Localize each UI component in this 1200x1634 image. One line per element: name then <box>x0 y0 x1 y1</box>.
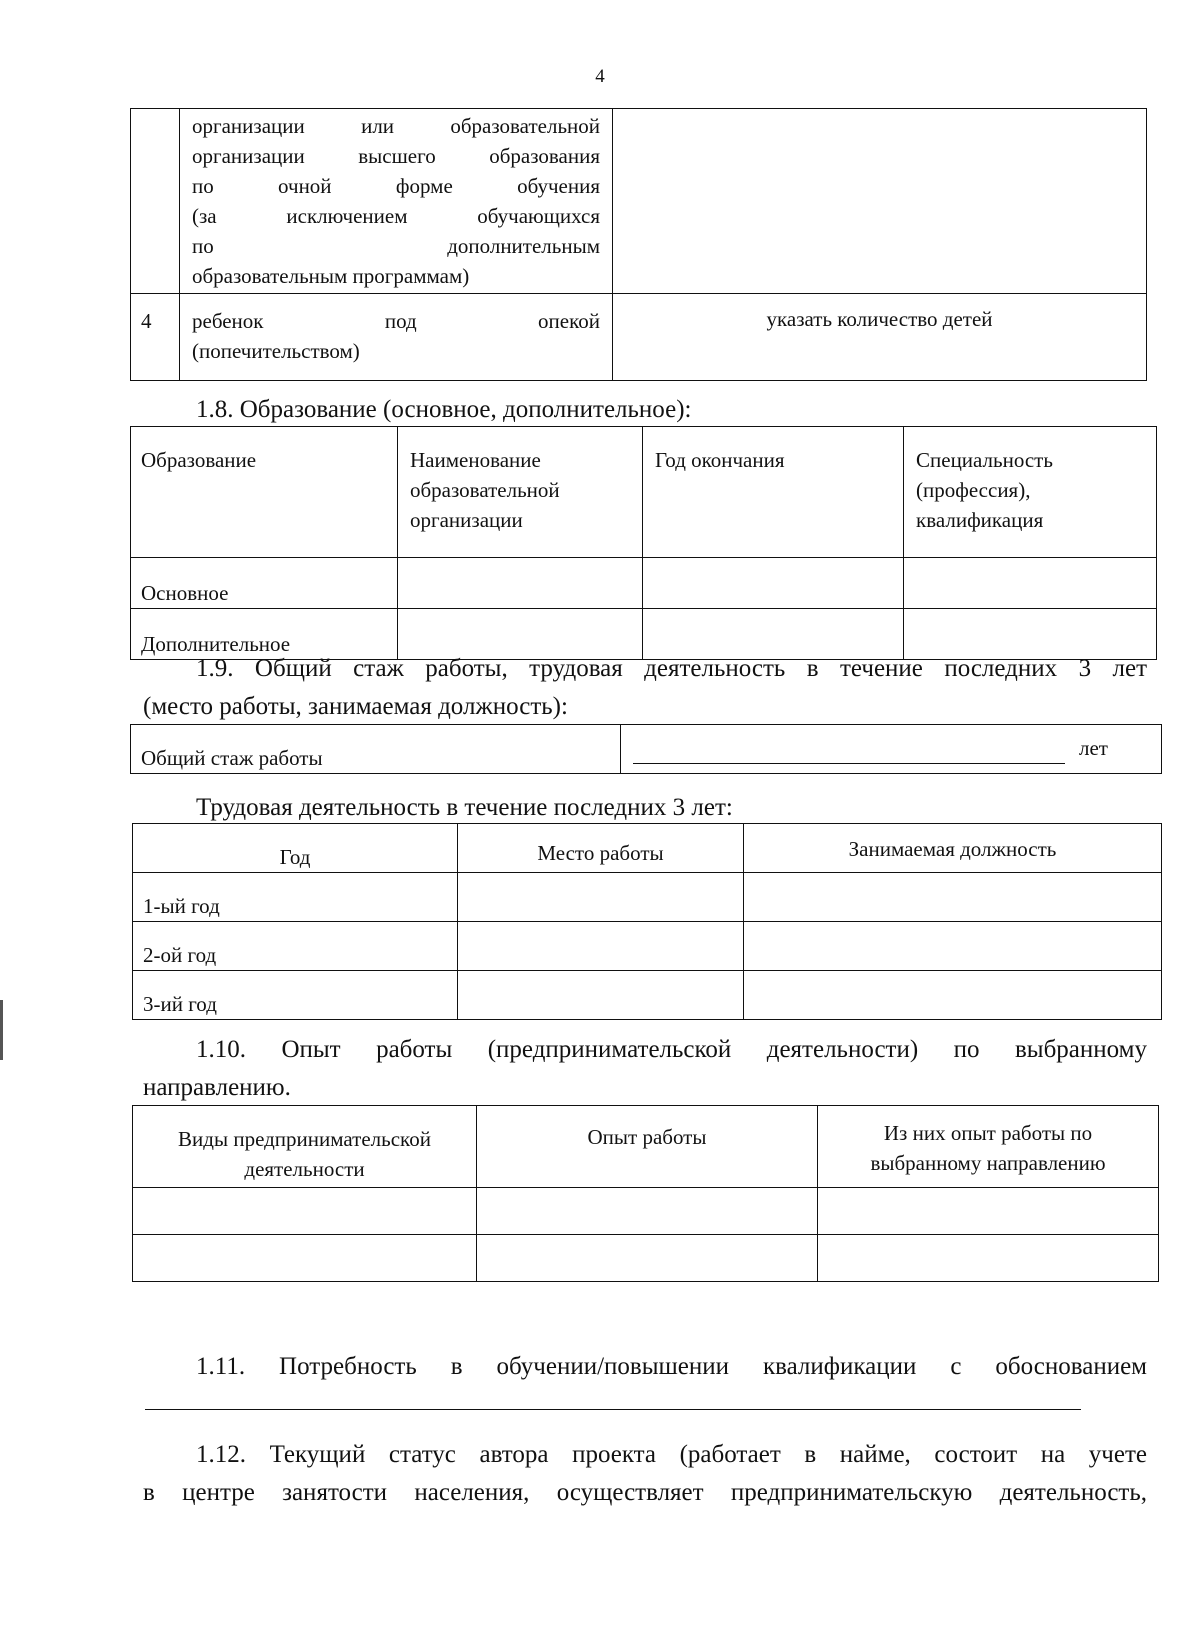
section-1-10-text <box>143 1031 1147 1107</box>
row-description-cell <box>180 294 613 381</box>
description-line: по очной форме обучения <box>192 174 600 198</box>
header-cell: Образование <box>131 427 398 558</box>
description-line: организации высшего образования <box>192 144 600 168</box>
experience-value-cell <box>621 725 1162 774</box>
section-1-9-line: (место работы, занимаемая должность): <box>143 693 568 720</box>
empty-cell <box>458 971 744 1020</box>
header-cell: Год окончания <box>643 427 904 558</box>
year-cell: 1-ый год <box>133 873 458 922</box>
section-1-12-line: 1.12. Текущий статус автора проекта (работает в найме, состоит на учете <box>196 1441 1147 1468</box>
total-experience-table <box>130 724 1162 774</box>
row-number-cell: 4 <box>131 294 180 381</box>
empty-cell <box>133 1235 477 1282</box>
year-cell: 3-ий год <box>133 971 458 1020</box>
header-cell: Место работы <box>458 824 744 873</box>
header-cell: Опыт работы <box>477 1106 818 1188</box>
work-activity-heading: Трудовая деятельность в течение последних 3 лет: <box>196 794 733 821</box>
header-cell: Из них опыт работы по выбранному направлению <box>818 1106 1159 1188</box>
section-1-11-line: 1.11. Потребность в обучении/повышении квалификации с обоснованием <box>196 1353 1147 1380</box>
empty-cell <box>818 1188 1159 1235</box>
header-cell: Специальность (профессия), квалификация <box>904 427 1157 558</box>
row-description-cell <box>180 109 613 294</box>
row-note-cell <box>613 109 1147 294</box>
empty-cell <box>744 971 1162 1020</box>
table-row <box>133 1235 1159 1282</box>
table-header-row <box>133 1106 1159 1188</box>
section-1-12-text <box>143 1436 1147 1512</box>
table-row <box>131 109 1147 294</box>
scan-edge-mark <box>0 1000 3 1060</box>
table-header-row <box>133 824 1162 873</box>
section-1-9-text <box>143 650 1147 726</box>
table-row <box>133 1188 1159 1235</box>
education-type-cell: Дополнительное <box>131 609 398 660</box>
section-1-9-line: 1.9. Общий стаж работы, трудовая деятельность в течение последних 3 лет <box>196 655 1147 682</box>
family-table <box>130 108 1147 381</box>
row-note-cell: указать количество детей <box>613 294 1147 381</box>
table-row <box>131 558 1157 609</box>
empty-cell <box>477 1235 818 1282</box>
education-type-cell: Основное <box>131 558 398 609</box>
experience-value-line[interactable] <box>633 763 1065 764</box>
empty-cell <box>398 558 643 609</box>
description-line: по дополнительным <box>192 234 600 258</box>
header-cell: Виды предпринимательской деятельности <box>133 1106 477 1188</box>
section-1-11-text <box>143 1348 1147 1386</box>
year-cell: 2-ой год <box>133 922 458 971</box>
header-cell: Наименование образовательной организации <box>398 427 643 558</box>
description-line: (за исключением обучающихся <box>192 204 600 228</box>
empty-cell <box>744 873 1162 922</box>
description-line: организации или образовательной <box>192 114 600 138</box>
empty-cell <box>133 1188 477 1235</box>
description-line: (попечительством) <box>192 339 360 363</box>
empty-cell <box>477 1188 818 1235</box>
work-activity-table <box>132 823 1162 1020</box>
section-1-11-answer-line[interactable] <box>145 1409 1081 1410</box>
table-row <box>133 971 1162 1020</box>
empty-cell <box>744 922 1162 971</box>
table-row <box>131 725 1162 774</box>
section-1-10-line: 1.10. Опыт работы (предпринимательской деятельности) по выбранному <box>196 1036 1147 1063</box>
description-line: образовательным программам) <box>192 264 470 288</box>
empty-cell <box>458 922 744 971</box>
section-1-10-line: направлению. <box>143 1074 291 1101</box>
entrepreneurship-table <box>132 1105 1159 1282</box>
experience-label-cell: Общий стаж работы <box>131 725 621 774</box>
row-number-cell <box>131 109 180 294</box>
section-1-8-heading: 1.8. Образование (основное, дополнительное): <box>196 396 692 423</box>
header-cell: Занимаемая должность <box>744 824 1162 873</box>
table-header-row <box>131 427 1157 558</box>
empty-cell <box>458 873 744 922</box>
table-row <box>133 922 1162 971</box>
experience-unit: лет <box>1079 736 1108 760</box>
section-1-12-line: в центре занятости населения, осуществляет предпринимательскую деятельность, <box>143 1479 1147 1506</box>
table-row <box>131 294 1147 381</box>
table-row <box>133 873 1162 922</box>
description-line: ребенок под опекой <box>192 309 600 333</box>
empty-cell <box>643 558 904 609</box>
education-table <box>130 426 1157 660</box>
empty-cell <box>818 1235 1159 1282</box>
header-cell: Год <box>133 824 458 873</box>
page-number: 4 <box>595 66 605 87</box>
empty-cell <box>904 558 1157 609</box>
